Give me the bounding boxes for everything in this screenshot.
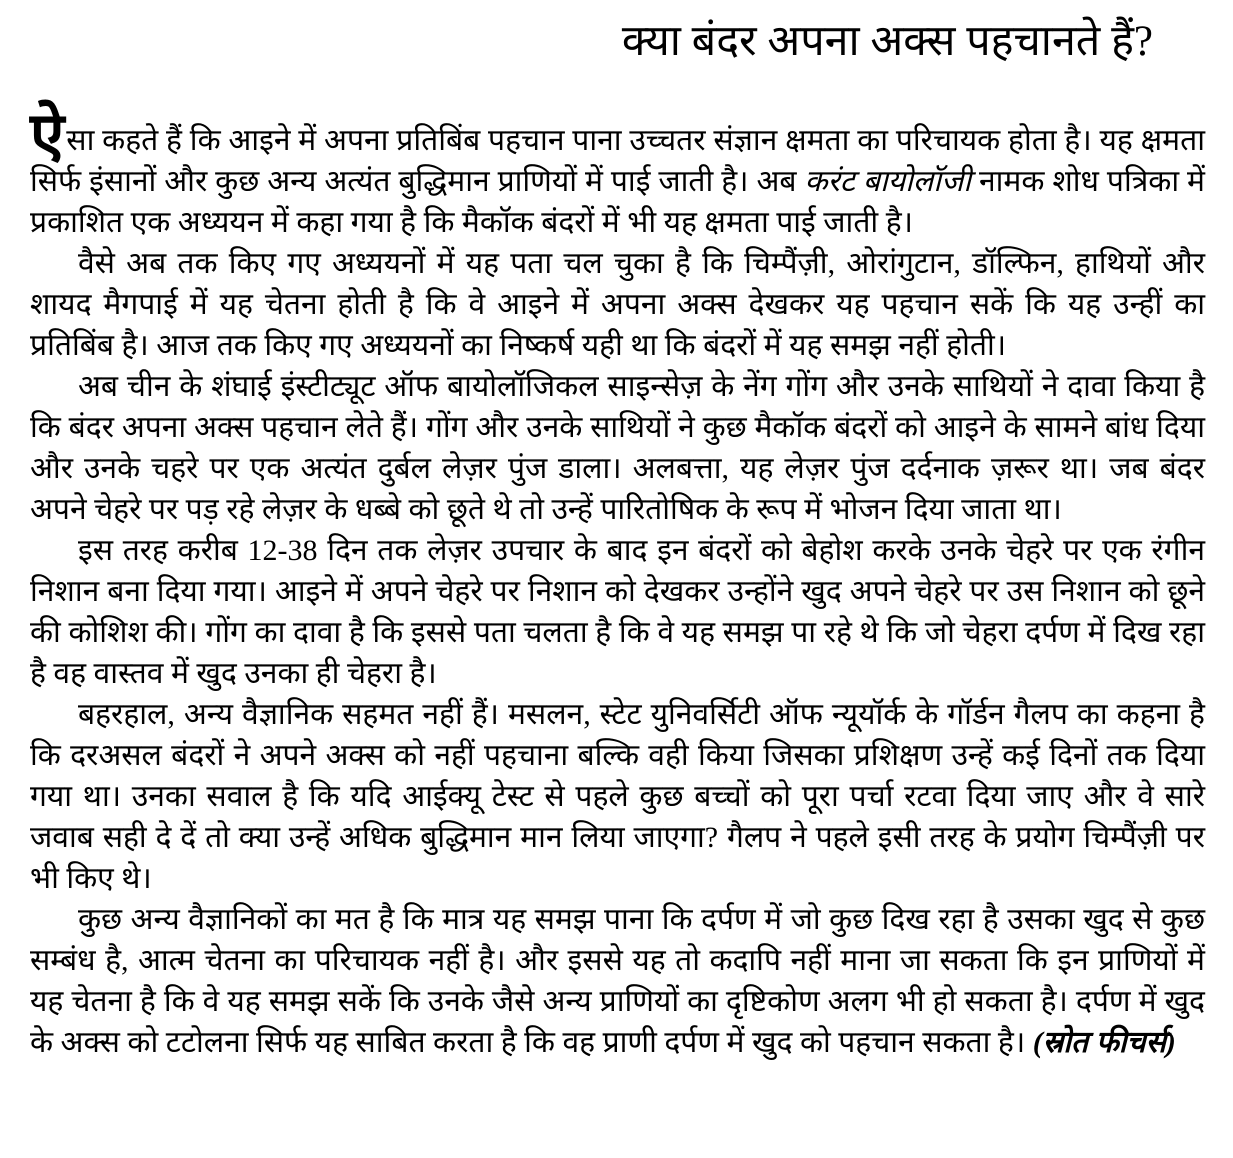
text-segment: नामक शोध पत्रिका में प्रकाशित एक अध्ययन में कहा गया है कि मैकॉक बंदरों में भी यह क्षमता पाई जाती है। xyxy=(30,164,1205,239)
source-credit: (स्रोत फीचर्स) xyxy=(1032,1025,1176,1059)
journal-name: करंट बायोलॉजी xyxy=(804,164,972,198)
drop-cap: ऐ xyxy=(30,101,65,170)
paragraph xyxy=(30,243,1205,366)
paragraph xyxy=(30,899,1205,1063)
paragraph xyxy=(30,101,1205,243)
text-segment: कुछ अन्य वैज्ञानिकों का मत है कि मात्र यह समझ पाना कि दर्पण में जो कुछ दिख रहा है उसका खुद से कुछ सम्बंध है, आत्म चेतना का परिचायक नहीं है। और इससे यह तो कदापि नहीं माना जा सकता कि इन प्राणियों में यह चेतना है कि वे यह समझ सकें कि उनके जैसे अन्य प्राणियों का दृष्टिकोण अलग भी हो सकता है। दर्पण में खुद के अक्स को टटोलना सिर्फ यह साबित करता है कि वह प्राणी दर्पण में खुद को पहचान सकता है। xyxy=(30,902,1205,1059)
paragraph xyxy=(30,694,1205,899)
article-title: क्या बंदर अपना अक्स पहचानते हैं? xyxy=(621,18,1153,65)
text-segment: सा कहते हैं कि आइने में अपना प्रतिबिंब पहचान पाना उच्चतर संज्ञान क्षमता का परिचायक होता है। यह क्षमता सिर्फ इंसानों और कुछ अन्य अत्यंत बुद्धिमान प्राणियों में पाई जाती है। अब xyxy=(30,123,1205,198)
article-body xyxy=(30,101,1205,1063)
text-segment: अब चीन के शंघाई इंस्टीट्यूट ऑफ बायोलॉजिकल साइन्सेज़ के नेंग गोंग और उनके साथियों ने दावा किया है कि बंदर अपना अक्स पहचान लेते हैं। गोंग और उनके साथियों ने कुछ मैकॉक बंदरों को आइने के सामने बांध दिया और उनके चहरे पर एक अत्यंत दुर्बल लेज़र पुंज डाला। अलबत्ता, यह लेज़र पुंज दर्दनाक ज़रूर था। जब बंदर अपने चेहरे पर पड़ रहे लेज़र के धब्बे को छूते थे तो उन्हें पारितोषिक के रूप में भोजन दिया जाता था। xyxy=(30,369,1205,526)
paragraph xyxy=(30,530,1205,694)
paragraph xyxy=(30,366,1205,530)
text-segment: इस तरह करीब 12-38 दिन तक लेज़र उपचार के बाद इन बंदरों को बेहोश करके उनके चेहरे पर एक रंगीन निशान बना दिया गया। आइने में अपने चेहरे पर निशान को देखकर उन्होंने खुद अपने चेहरे पर उस निशान को छूने की कोशिश की। गोंग का दावा है कि इससे पता चलता है कि वे यह समझ पा रहे थे कि जो चेहरा दर्पण में दिख रहा है वह वास्तव में खुद उनका ही चेहरा है। xyxy=(30,533,1205,690)
text-segment: बहरहाल, अन्य वैज्ञानिक सहमत नहीं हैं। मसलन, स्टेट युनिवर्सिटी ऑफ न्यूयॉर्क के गॉर्डन गैलप का कहना है कि दरअसल बंदरों ने अपने अक्स को नहीं पहचाना बल्कि वही किया जिसका प्रशिक्षण उन्हें कई दिनों तक दिया गया था। उनका सवाल है कि यदि आईक्यू टेस्ट से पहले कुछ बच्चों को पूरा पर्चा रटवा दिया जाए और वे सारे जवाब सही दे दें तो क्या उन्हें अधिक बुद्धिमान मान लिया जाएगा? गैलप ने पहले इसी तरह के प्रयोग चिम्पैंज़ी पर भी किए थे। xyxy=(30,697,1205,895)
text-segment: वैसे अब तक किए गए अध्ययनों में यह पता चल चुका है कि चिम्पैंज़ी, ओरांगुटान, डॉल्फिन, हाथियों और शायद मैगपाई में यह चेतना होती है कि वे आइने में अपना अक्स देखकर यह पहचान सकें कि यह उन्हीं का प्रतिबिंब है। आज तक किए गए अध्ययनों का निष्कर्ष यही था कि बंदरों में यह समझ नहीं होती। xyxy=(30,246,1205,362)
